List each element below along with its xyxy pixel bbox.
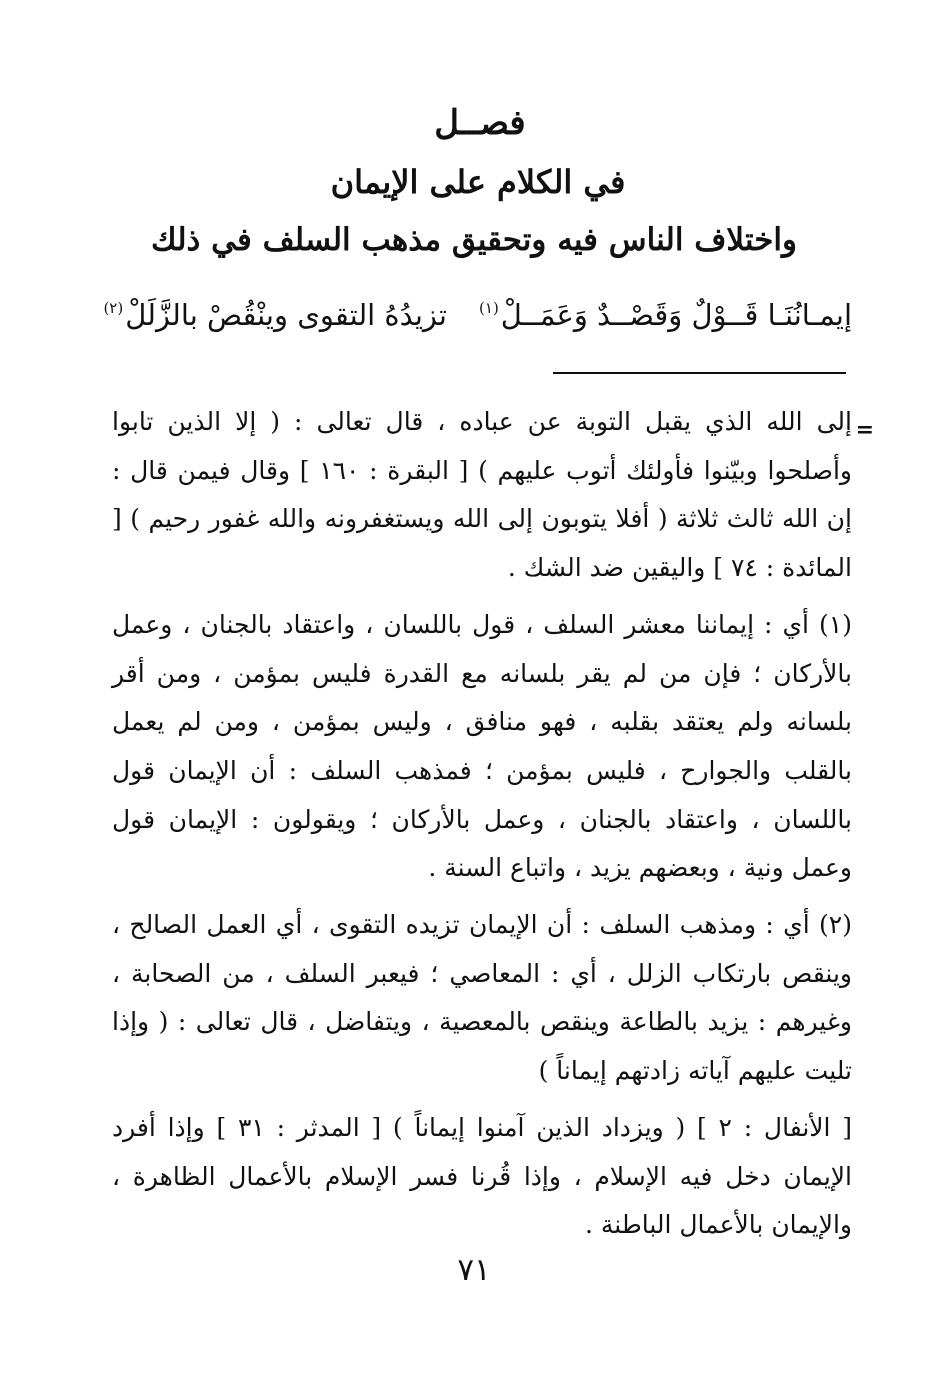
footnote-number: (١)	[819, 609, 852, 639]
footnote-ref-2: (٢)	[103, 299, 124, 317]
footnote-2-continued	[112, 1104, 852, 1250]
continuation-marker: =	[855, 417, 874, 443]
hemistich-2-text: تزيدُهُ التقوى وينْقُصْ بالزَّلَلْ	[125, 298, 447, 332]
chapter-subtitle-2: واختلاف الناس فيه وتحقيق مذهب السلف في ذلك	[150, 222, 798, 258]
footnote-ref-1: (١)	[479, 299, 499, 317]
footnote-text: أي : إيماننا معشر السلف ، قول باللسان ، واعتقاد بالجنان ، وعمل بالأركان ؛ فإن من لم يقر بلسانه مع القدرة فليس بمؤمن ، ومن أقر بلسانه ولم يعتقد بقلبه ، فهو منافق ، وليس بمؤمن ، ومن لم يعمل بالقلب والجوارح ، فليس بمؤمن ؛ فمذهب السلف : أن الإيمان قول باللسان ، واعتقاد بالجنان ، وعمل بالأركان ؛ ويقولون : الإيمان قول وعمل ونية ، وبعضهم يزيد ، واتباع السنة .	[112, 609, 852, 883]
footnotes	[112, 398, 874, 1250]
footnote-number: (٢)	[819, 910, 852, 940]
footnote-text: إلى الله الذي يقبل التوبة عن عباده ، قال تعالى : ( إلا الذين تابوا وأصلحوا وبيّنوا فأولئك أتوب عليهم ) [ البقرة : ١٦٠ ] وقال فيمن قال : إن الله ثالث ثلاثة ( أفلا يتوبون إلى الله ويستغفرونه والله غفور رحيم ) [ المائدة : ٧٤ ] واليقين ضد الشك .	[112, 407, 852, 583]
verse-hemistich-1	[477, 298, 852, 332]
poem-verse	[92, 298, 852, 354]
footnote-text: [ الأنفال : ٢ ] ( ويزداد الذين آمنوا إيماناً ) [ المدثر : ٣١ ] وإذا أفرد الإيمان دخل فيه الإسلام ، وإذا قُرنا فسر الإسلام بالأعمال الظاهرة ، والإيمان بالأعمال الباطنة .	[112, 1112, 853, 1240]
footnote-text: أي : ومذهب السلف : أن الإيمان تزيده التقوى ، أي العمل الصالح ، وينقص بارتكاب الزلل ، أي : المعاصي ؛ فيعبر السلف ، من الصحابة ، وغيرهم : يزيد بالطاعة وينقص بالمعصية ، ويتفاضل ، قال تعالى : ( وإذا تليت عليهم آياته زادتهم إيماناً )	[112, 910, 852, 1086]
footnote-1	[112, 601, 852, 893]
chapter-heading: فصــل	[434, 103, 526, 143]
page-number: ٧١	[457, 1252, 491, 1288]
hemistich-1-text: إيمـانُنَـا قَــوْلٌ وَقَصْــدٌ وَعَمَــلْ	[500, 298, 852, 332]
footnote-continued	[112, 398, 852, 593]
verse-hemistich-2	[101, 298, 447, 332]
footnote-2	[112, 901, 852, 1096]
chapter-subtitle: في الكلام على الإيمان	[330, 163, 626, 201]
footnote-separator	[553, 372, 846, 374]
